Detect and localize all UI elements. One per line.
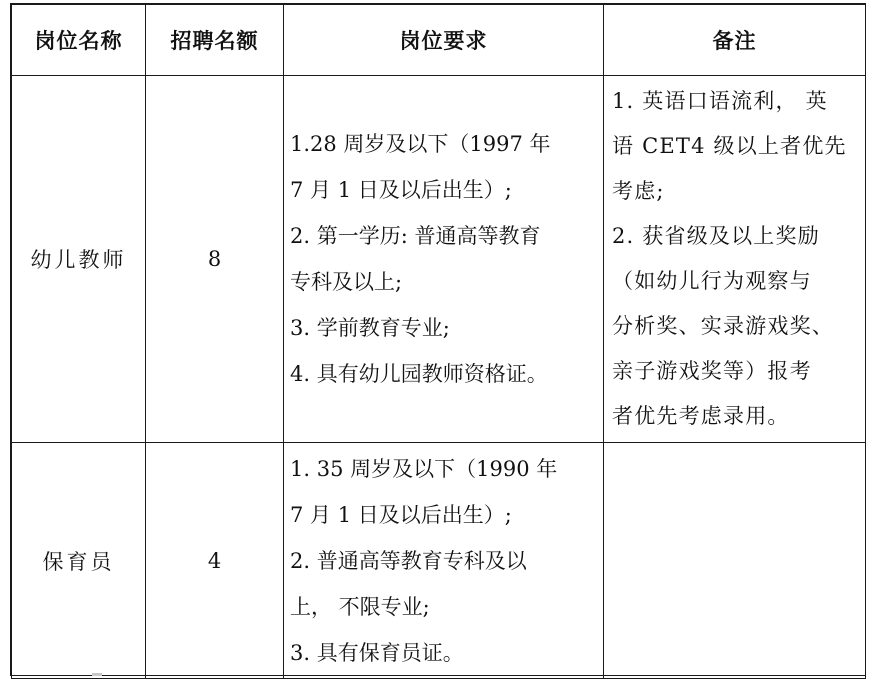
requirements-cell	[284, 443, 604, 679]
requirement-line: 1. 35 周岁及以下（1990 年	[290, 456, 558, 481]
requirement-line: 2. 普通高等教育专科及以	[290, 548, 527, 573]
note-line: 1. 英语口语流利， 英	[612, 89, 828, 113]
note-line: 者优先考虑录用。	[612, 404, 790, 428]
note-line: 2. 获省级及以上奖励	[612, 224, 820, 248]
recruitment-table	[11, 4, 866, 679]
notes-cell	[604, 443, 866, 679]
header-notes: 备注	[604, 5, 866, 76]
requirement-line: 专科及以上;	[290, 270, 403, 294]
note-line: 考虑;	[612, 179, 665, 203]
requirement-line: 上， 不限专业;	[290, 594, 430, 619]
header-requirements: 岗位要求	[284, 5, 604, 76]
note-line: 亲子游戏奖等）报考	[612, 359, 812, 383]
notes-cell	[604, 76, 866, 443]
header-position: 岗位名称	[12, 5, 146, 76]
table-row	[12, 76, 866, 443]
requirement-line: 7 月 1 日及以后出生）;	[290, 178, 512, 202]
requirement-line: 2. 第一学历: 普通高等教育	[290, 224, 541, 248]
requirement-line: 4. 具有幼儿园教师资格证。	[290, 362, 548, 386]
header-quota: 招聘名额	[146, 5, 284, 76]
position-cell: 保育员	[12, 443, 146, 679]
requirements-cell	[284, 76, 604, 443]
note-line: （如幼儿行为观察与	[612, 269, 812, 293]
quota-cell: 4	[146, 443, 284, 679]
header-row	[12, 5, 866, 76]
requirement-line: 3. 具有保育员证。	[290, 640, 464, 665]
note-line: 分析奖、实录游戏奖、	[612, 314, 834, 338]
note-line: 语 CET4 级以上者优先	[612, 134, 847, 158]
scan-mark	[92, 673, 102, 676]
requirement-line: 7 月 1 日及以后出生）;	[290, 502, 512, 527]
table-row	[12, 443, 866, 679]
recruitment-table-frame	[10, 3, 866, 676]
position-cell: 幼儿教师	[12, 76, 146, 443]
quota-cell: 8	[146, 76, 284, 443]
requirement-line: 3. 学前教育专业;	[290, 316, 450, 340]
requirement-line: 1.28 周岁及以下（1997 年	[290, 132, 551, 156]
